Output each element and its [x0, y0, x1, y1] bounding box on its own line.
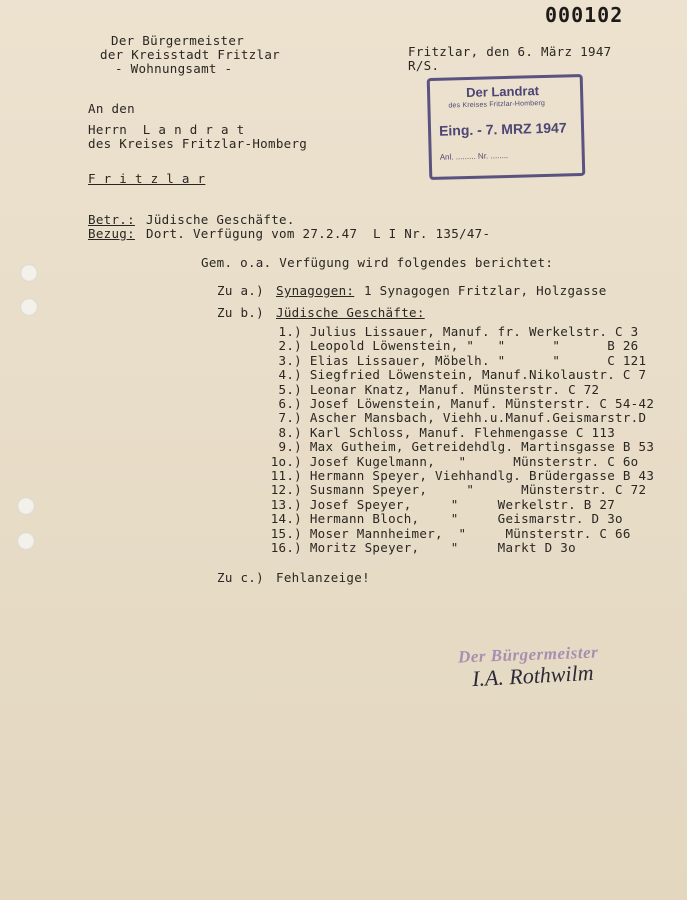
business-row — [268, 455, 639, 469]
place-date: Fritzlar, den 6. März 1947 — [408, 44, 612, 59]
business-text: Siegfried Löwenstein, Manuf.Nikolaustr. C 7 — [309, 367, 647, 383]
section-c-text: Fehlanzeige! — [276, 570, 370, 585]
business-text: Josef Löwenstein, Manuf. Münsterstr. C 54-42 — [309, 396, 655, 411]
section-b-label: Jüdische Geschäfte: — [276, 305, 425, 320]
punch-hole — [20, 298, 38, 316]
business-text: Moser Mannheimer, " Münsterstr. C 66 — [309, 525, 631, 541]
stamp-date: Eing. - 7. MRZ 1947 — [438, 119, 567, 139]
business-text: Susmann Speyer, " Münsterstr. C 72 — [309, 482, 647, 498]
business-number: 12.) — [270, 482, 302, 498]
business-row — [268, 483, 646, 497]
sender-line-2: der Kreisstadt Fritzlar — [100, 47, 280, 62]
business-row — [268, 426, 615, 440]
business-row — [268, 498, 615, 512]
business-number: 5.) — [278, 381, 302, 397]
betr-text: Jüdische Geschäfte. — [146, 212, 295, 227]
betr-label: Betr.: — [88, 212, 135, 227]
business-number: 6.) — [278, 396, 302, 411]
business-row — [268, 527, 631, 541]
business-text: Ascher Mansbach, Viehh.u.Manuf.Geismarstr.D — [309, 410, 647, 426]
business-text: Max Gutheim, Getreidehdlg. Martinsgasse B 53 — [309, 439, 655, 455]
bezug-label: Bezug: — [88, 226, 135, 241]
section-c-prefix: Zu c.) — [217, 570, 264, 585]
recipient-city: F r i t z l a r — [88, 171, 206, 186]
business-text: Josef Speyer, " Werkelstr. B 27 — [309, 496, 616, 512]
business-number: 7.) — [278, 410, 302, 426]
received-stamp — [427, 74, 586, 180]
business-text: Elias Lissauer, Möbelh. " " C 121 — [309, 352, 647, 368]
business-text: Julius Lissauer, Manuf. fr. Werkelstr. C 3 — [309, 324, 639, 339]
sender-line-3: - Wohnungsamt - — [115, 61, 233, 76]
mayor-stamp: Der Bürgermeister — [457, 642, 599, 667]
business-text: Josef Kugelmann, " Münsterstr. C 6o — [309, 453, 639, 469]
bezug-text: Dort. Verfügung vom 27.2.47 L I Nr. 135/47- — [146, 226, 491, 241]
sender-line-1: Der Bürgermeister — [111, 33, 245, 48]
business-number: 14.) — [270, 511, 302, 527]
business-row — [268, 339, 639, 353]
punch-hole — [17, 497, 35, 515]
business-text: Leopold Löwenstein, " " " B 26 — [309, 338, 639, 354]
document-number: 000102 — [545, 3, 624, 27]
section-a-label: Synagogen: — [276, 283, 355, 298]
business-row — [268, 541, 576, 555]
business-number: 1.) — [278, 324, 302, 339]
business-text: Leonar Knatz, Manuf. Münsterstr. C 72 — [309, 381, 600, 397]
business-number: 11.) — [270, 468, 302, 483]
business-text: Karl Schloss, Manuf. Flehmengasse C 113 — [309, 424, 616, 440]
business-number: 4.) — [278, 367, 302, 383]
handwritten-signature: I.A. Rothwilm — [471, 659, 595, 692]
business-text: Hermann Bloch, " Geismarstr. D 3o — [309, 511, 623, 527]
business-row — [268, 397, 654, 411]
business-number: 9.) — [278, 439, 302, 455]
recipient-line-1: Herrn L a n d r a t — [88, 122, 245, 137]
section-a-text: 1 Synagogen Fritzlar, Holzgasse — [364, 283, 607, 298]
business-number: 2.) — [278, 338, 302, 354]
business-number: 13.) — [270, 496, 302, 512]
stamp-title: Der Landrat — [465, 83, 540, 101]
business-number: 15.) — [270, 525, 302, 541]
section-a-prefix: Zu a.) — [217, 283, 264, 298]
punch-hole — [17, 532, 35, 550]
business-row — [268, 354, 646, 368]
business-row — [268, 469, 654, 483]
business-row — [268, 411, 646, 425]
section-b-prefix: Zu b.) — [217, 305, 264, 320]
reference-code: R/S. — [408, 58, 440, 73]
recipient-line-2: des Kreises Fritzlar-Homberg — [88, 136, 308, 151]
business-row — [268, 440, 654, 454]
business-number: 1o.) — [270, 453, 302, 469]
recipient-salutation: An den — [88, 101, 135, 116]
business-row — [268, 512, 623, 526]
business-row — [268, 383, 599, 397]
stamp-bottom-line: Anl. ......... Nr. ........ — [439, 150, 509, 162]
business-number: 8.) — [278, 424, 302, 440]
intro-text: Gem. o.a. Verfügung wird folgendes berichtet: — [201, 255, 554, 270]
business-row — [268, 368, 646, 382]
business-text: Hermann Speyer, Viehhandlg. Brüdergasse B 43 — [309, 468, 655, 483]
punch-hole — [20, 264, 38, 282]
business-text: Moritz Speyer, " Markt D 3o — [309, 540, 576, 555]
stamp-subtitle: des Kreises Fritzlar-Homberg — [448, 99, 546, 110]
business-number: 16.) — [270, 540, 302, 555]
business-row — [268, 325, 639, 339]
business-number: 3.) — [278, 352, 302, 368]
